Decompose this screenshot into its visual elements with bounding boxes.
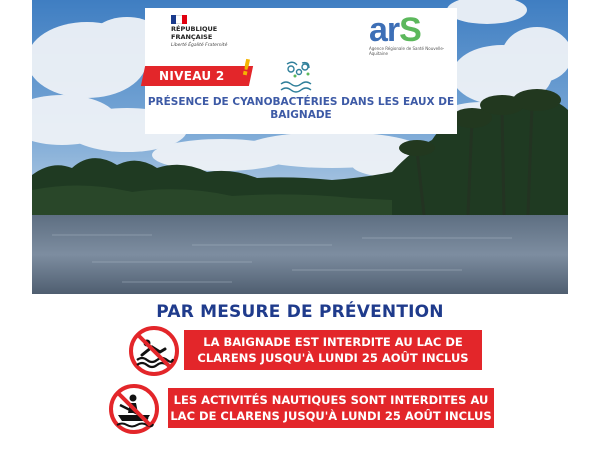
republic-name: RÉPUBLIQUE FRANÇAISE xyxy=(171,25,218,41)
warning-exclamation-icon: ! xyxy=(238,55,254,82)
ars-subtitle: Agence Régionale de Santé Nouvelle-Aquitaine xyxy=(369,46,445,56)
ars-logo: arS Agence Régionale de Santé Nouvelle-Aquitaine xyxy=(363,10,453,56)
nautical-ban-notice: LES ACTIVITÉS NAUTIQUES SONT INTERDITES AU LAC DE CLARENS JUSQU'À LUNDI 25 AOÛT INCLUS xyxy=(168,388,494,428)
french-flag-icon xyxy=(171,15,187,24)
no-boating-icon xyxy=(108,383,160,435)
prevention-headline: PAR MESURE DE PRÉVENTION xyxy=(156,302,444,322)
alert-banner xyxy=(145,8,457,134)
cyanobacteria-icon xyxy=(275,60,325,96)
republic-motto: Liberté Égalité Fraternité xyxy=(171,43,228,48)
no-swimming-icon xyxy=(128,325,180,377)
banner-title: PRÉSENCE DE CYANOBACTÉRIES DANS LES EAUX DE BAIGNADE xyxy=(147,96,455,121)
level-label: NIVEAU 2 xyxy=(159,69,225,83)
republique-francaise-logo xyxy=(171,15,231,49)
level-badge xyxy=(141,66,253,86)
swimming-ban-notice: LA BAIGNADE EST INTERDITE AU LAC DE CLARENS JUSQU'À LUNDI 25 AOÛT INCLUS xyxy=(184,330,482,370)
